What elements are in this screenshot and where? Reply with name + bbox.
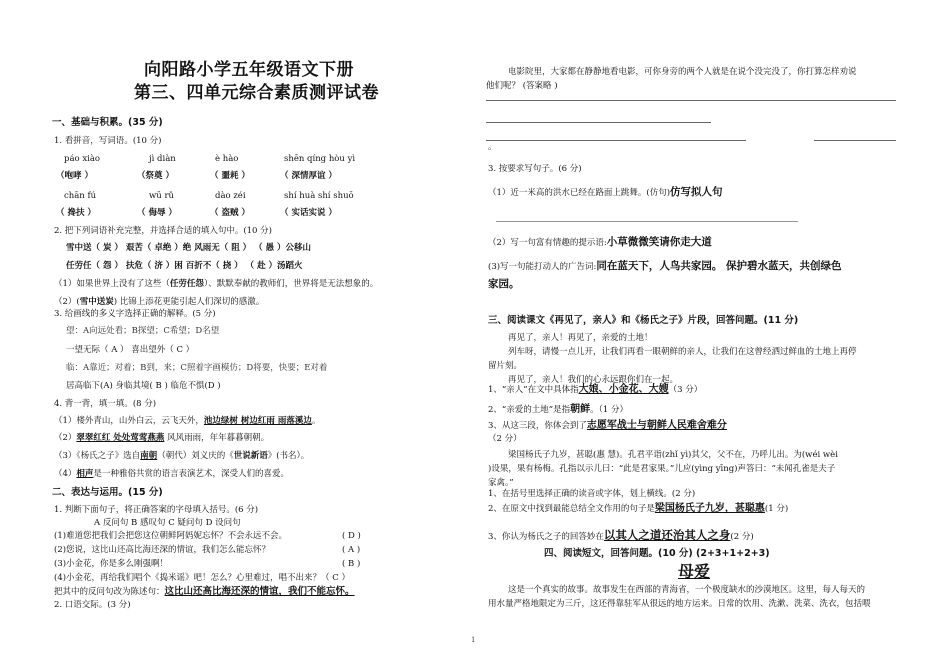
page-number: 1 (471, 636, 476, 644)
r-question-5 (488, 503, 788, 516)
e1-5-text: 把其中的反问句改为陈述句： (54, 587, 165, 597)
word-1b: （祭奠 ） (137, 171, 174, 181)
r-question-6 (488, 528, 754, 543)
r5-answer: 梁国杨氏子九岁，甚聪惠 (654, 503, 765, 514)
q4-1 (54, 416, 320, 427)
q2-1 (54, 279, 378, 290)
r1-answer: 大娘、小金花、大嫂 (578, 384, 669, 395)
q3-answer-a: 一望无际（ A ） 喜出望外（ C ） (66, 345, 195, 355)
section-2-heading: 二、表达与运用。(15 分) (52, 487, 163, 498)
q2-2 (54, 297, 264, 308)
word-2a: （ 搀扶 ） (56, 208, 96, 218)
q4-4-text-a: （4） (54, 469, 77, 479)
q4-1-text-b: 。 (311, 416, 321, 426)
q2-1-text-a: （1）如果世界上没有了这些（ (54, 279, 170, 289)
q4-2 (54, 433, 269, 444)
e1-3-answer: ( B ) (342, 559, 361, 569)
word-1c: （ 噩耗 ） (210, 171, 250, 181)
title-line2: 第三、四单元综合素质测评试卷 (134, 83, 379, 103)
r2-score: 。（1 分） (590, 405, 628, 415)
q2: 2. 把下列词语补充完整，并选择合适的填入句中。(10 分) (54, 226, 272, 236)
essay-para-2: 用水量严格地限定为三斤，这还得靠驻军从很远的地方运来。日常的饮用、洗漱、洗菜、洗衣，包括喂 (488, 599, 871, 609)
q4-4-text-b: 是一种雅俗共赏的语言表演艺术，深受人们的喜爱。 (93, 469, 289, 479)
q2-2-answer: 雪中送炭 (79, 297, 114, 307)
q4-3-answer-1: 南朝 (140, 451, 158, 461)
q2-2-text-a: （2）( (54, 297, 80, 307)
e1-2-answer: ( A ) (342, 545, 361, 555)
e1-3: (3)小金花，你是多么刚强啊！ (54, 559, 169, 569)
section-3-heading: 三、阅读课文《再见了，亲人》和《杨氏之子》片段，回答问题。(11 分) (488, 315, 799, 326)
answer-line-1 (486, 100, 896, 101)
e1: 1. 判断下面句子，将正确答案的字母填入括号。(6 分) (54, 505, 259, 515)
q3-options-2: 临：A靠近；对着；B到，来；C照着字画模仿；D将要，快要；E对着 (66, 363, 328, 373)
e2: 2. 口语交际。(3 分) (54, 600, 131, 610)
answer-line-4 (814, 140, 896, 141)
word-2c: （ 盗贼 ） (210, 208, 250, 218)
answer-line-3 (486, 140, 746, 141)
r-question-4: 1、在括号里选择正确的读音或字体，划上横线。(2 分) (488, 489, 696, 499)
pinyin-2c: dào zéi (215, 191, 246, 201)
essay-para-1: 这是一个真实的故事。故事发生在西部的青海省，一个极度缺水的沙漠地区。这里，每人每天的 (508, 585, 866, 595)
q3-answer-b: 居高临下(A) 身临其境( B ) 临危不惧(D ) (66, 381, 221, 391)
r3-answer: 志愿军战士与朝鲜人民难舍难分 (586, 420, 727, 431)
q4-3-text-b: （朝代）刘义庆的《 (157, 451, 234, 461)
q4-2-text-b: 风风雨雨，年年暮暮朝朝。 (164, 433, 270, 443)
r3-text: 3、从这三段，你体会到了 (488, 421, 587, 431)
q4: 4. 背一背，填一填。(8 分) (54, 399, 157, 409)
word-1d: （ 深情厚谊 ） (280, 171, 337, 181)
passage-2: 列车呀，请慢一点儿开，让我们再看一眼朝鲜的亲人，让我们在这曾经洒过鲜血的土地上再停 (508, 347, 857, 357)
pinyin-2d: shí huà shí shuō (284, 191, 354, 201)
title-line1: 向阳路小学五年级语文下册 (144, 60, 354, 80)
r-q3-3-answer: 同在蓝天下，人鸟共家园。 保护碧水蓝天，共创绿色 (596, 260, 842, 272)
q2-1-text-b: ）、默默奉献的教师们，世界将是无法想象的。 (203, 279, 379, 289)
section-4-heading: 四、阅读短文，回答问题。(10 分) (2+3+1+2+3) (544, 548, 770, 559)
q4-3-text-a: （3）《杨氏之子》选自 (54, 451, 141, 461)
e1-5 (54, 586, 355, 598)
passage-4: 再见了，亲人！我们的心永远跟你们在一起。 (508, 375, 679, 385)
q1: 1. 看拼音，写词语。(10 分) (54, 136, 162, 146)
q4-1-text-a: （1）楼外青山，山外白云，云飞天外， (54, 416, 204, 426)
r6-answer: 以其人之道还治其人之身 (603, 528, 731, 542)
q4-3-answer-2: 世说新语 (233, 451, 268, 461)
q4-2-text-a: （2） (54, 433, 77, 443)
e1-1-answer: ( D ) (342, 531, 361, 541)
e1-2: (2)您说，这比山还高比海还深的情谊，我们怎么能忘怀？ (54, 545, 271, 555)
word-1a: （咆哮 ） (56, 171, 93, 181)
answer-line-5 (496, 221, 798, 222)
q4-4-answer: 相声 (76, 469, 94, 479)
word-2b: （ 侮辱 ） (137, 208, 177, 218)
section-1-heading: 一、基础与积累。(35 分) (52, 117, 163, 128)
passage-7: 家禽。” (488, 478, 514, 488)
q4-3-text-c: 》(书名）。 (267, 451, 310, 461)
q4-2-answer: 翠翠红红 处处莺莺燕燕 (76, 433, 165, 443)
pinyin-1c: è hào (215, 154, 239, 164)
q3-options-1: 望：A向远处看；B探望；C希望；D名望 (66, 326, 220, 336)
e1-1: (1)难道您把我们会把您这位朝鲜阿妈妮忘怀？不会永远不会。 (54, 531, 288, 541)
r1-score: （3 分） (668, 385, 703, 395)
q2-2-text-b: ) 比锦上添花更能引起人们深切的感激。 (113, 297, 265, 307)
r-q3-3 (488, 260, 842, 273)
pinyin-2a: chān fú (64, 191, 97, 201)
r-q3-3-text: (3)写一句能打动人的广告词: (488, 262, 597, 272)
q3: 3. 给画线的多义字选择正确的解释。(5 分) (54, 309, 216, 319)
e1-4: (4)小金花，再给我们唱个《捣米谣》吧！怎么？心里难过，唱不出来？（ C ） (54, 573, 350, 583)
idiom-row-1: 雪中送（ 炭 ） 艰苦（ 卓绝 ）绝 风雨无（ 阻 ） （ 愚 ）公移山 (66, 243, 312, 253)
r-question-2 (488, 404, 628, 417)
q4-3 (54, 451, 309, 462)
r5-text: 2、在原文中找到最能总结全文作用的句子是 (488, 504, 655, 514)
passage-5: 梁国杨氏子九岁，甚聪(惠 慧)。孔君平诣(zhǐ yì)其父，父不在，乃呼儿出。为(wéi wèi (508, 450, 838, 460)
pinyin-1b: jì diàn (149, 154, 176, 164)
r2-text: 2、“亲爱的土地”是指 (488, 405, 571, 415)
r-q3: 3. 按要求写句子。(6 分) (488, 164, 582, 174)
r-q3-1-text: （1）近一米高的洪水已经在路面上跳舞。(仿句) (488, 188, 671, 198)
r-q3-2-text: （2）写一句富有情趣的提示语: (488, 238, 607, 248)
r-q3-2-answer: 小草微微笑请你走大道 (606, 236, 712, 248)
r-q3-3-answer-2: 家园。 (488, 278, 520, 290)
pinyin-1d: shēn qíng hòu yì (284, 154, 356, 164)
r-q3-1-answer: 仿写拟人句 (670, 186, 723, 198)
r2-answer: 朝鲜 (570, 404, 591, 415)
word-2d: （ 实话实说 ） (280, 208, 337, 218)
r6-score: (2 分) (730, 532, 754, 542)
q2-1-answer: 任劳任怨 (169, 279, 204, 289)
r-question-1 (488, 384, 702, 397)
answer-line-2 (486, 122, 711, 123)
r-top-1: 电影院里，大家都在静静地看电影，可你身旁的两个人就是在说个没完没了，你打算怎样劝说 (508, 67, 857, 77)
r3-score: （2 分） (488, 434, 522, 444)
r-question-3 (488, 420, 727, 433)
r-top-2: 他们呢？ (答案略 ) (486, 81, 558, 91)
e1-options: A 反问句 B 感叹句 C 疑问句 D 设问句 (94, 518, 241, 528)
pinyin-2b: wū rǔ (149, 191, 174, 201)
q4-4 (54, 469, 289, 480)
passage-3: 留片刻。 (488, 361, 523, 371)
essay-title: 母爱 (678, 562, 711, 581)
pinyin-1a: páo xiào (64, 154, 101, 164)
idiom-row-2: 任劳任（ 怨 ） 扶危（ 济 ）困 百折不（ 挠 ） （ 赴 ）汤蹈火 (66, 261, 303, 271)
passage-6: )设果，果有杨梅。孔指以示儿曰：“此是君家果。”儿应(yìng yīng)声答曰：“未闻孔雀是夫子 (488, 464, 836, 474)
e1-5-answer: 这比山还高比海还深的情谊，我们不能忘怀。 (164, 586, 355, 597)
r5-score: (1 分) (764, 504, 789, 514)
q4-1-answer: 池边绿树 树边红雨 雨落溪边 (203, 416, 312, 426)
r6-text: 3、你认为杨氏之子的回答妙在 (488, 532, 604, 542)
r1-text: 1、“亲人”在文中具体指 (488, 385, 579, 395)
r-q3-2 (488, 236, 712, 249)
passage-1: 再见了，亲人！再见了，亲爱的土地！ (508, 333, 653, 343)
r-q3-1 (488, 186, 723, 199)
dot: 。 (488, 142, 497, 152)
